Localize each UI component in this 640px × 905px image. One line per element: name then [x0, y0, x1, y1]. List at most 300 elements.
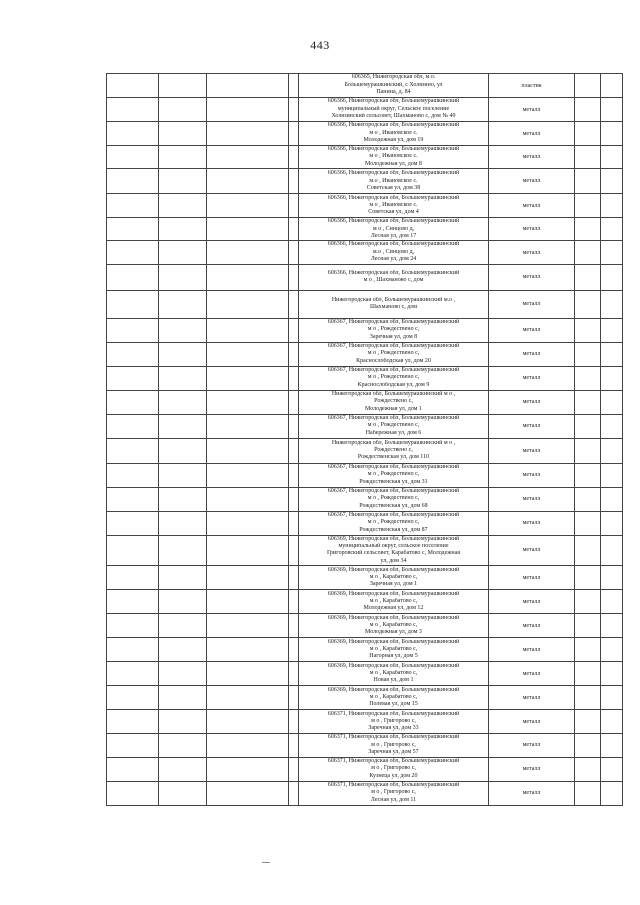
table-row	[107, 122, 623, 146]
empty-cell	[289, 566, 299, 590]
address-line: м о , Синцово д,	[372, 225, 415, 232]
address-line: 606366, Нижегородская обл, Большемурашкинский	[327, 241, 460, 248]
empty-cell	[575, 487, 601, 511]
table-row	[107, 686, 623, 710]
address-cell	[299, 511, 489, 535]
address-cell	[299, 535, 489, 566]
address-line: Молодежная ул, дом 19	[363, 137, 424, 144]
empty-cell	[207, 218, 289, 241]
address-cell	[299, 194, 489, 218]
empty-cell	[289, 74, 299, 98]
empty-cell	[107, 463, 159, 487]
empty-cell	[601, 264, 623, 290]
material-cell: металл	[489, 241, 575, 264]
empty-cell	[601, 614, 623, 638]
material-cell: металл	[489, 318, 575, 342]
address-line: Заречная ул, дом 8	[369, 333, 418, 340]
address-line: 606367, Нижегородская обл, Большемурашкинский	[327, 464, 460, 471]
address-line: м о , Григорово с,	[371, 789, 416, 796]
table-row	[107, 463, 623, 487]
empty-cell	[289, 781, 299, 805]
empty-cell	[159, 169, 207, 194]
address-line: 606367, Нижегородская обл, Большемурашкинский	[327, 488, 460, 495]
material-cell: металл	[489, 463, 575, 487]
empty-cell	[289, 390, 299, 414]
table-row	[107, 194, 623, 218]
material-cell: металл	[489, 342, 575, 366]
address-line: Большемурашкинский, с Холязино, ул	[344, 81, 443, 88]
empty-cell	[289, 511, 299, 535]
empty-cell	[289, 734, 299, 757]
table-row	[107, 318, 623, 342]
empty-cell	[207, 122, 289, 146]
material-cell: металл	[489, 662, 575, 686]
table-row	[107, 614, 623, 638]
address-cell	[299, 241, 489, 264]
address-line: муниципальный округ, Сельское поселение	[337, 105, 450, 112]
empty-cell	[289, 757, 299, 781]
empty-cell	[207, 662, 289, 686]
material-cell: металл	[489, 566, 575, 590]
empty-cell	[107, 390, 159, 414]
empty-cell	[601, 318, 623, 342]
empty-cell	[601, 218, 623, 241]
empty-cell	[207, 74, 289, 98]
empty-cell	[107, 566, 159, 590]
empty-cell	[601, 710, 623, 734]
empty-cell	[601, 169, 623, 194]
empty-cell	[107, 74, 159, 98]
empty-cell	[575, 318, 601, 342]
address-line: 606366, Нижегородская обл, Большемурашкинский	[327, 170, 460, 177]
address-line: 606367, Нижегородская обл, Большемурашкинский	[327, 319, 460, 326]
address-line: Советская ул, дом 38	[366, 184, 421, 191]
empty-cell	[207, 366, 289, 390]
address-line: м.о , Ивановское с.	[369, 177, 418, 184]
address-line: Лесная ул, дом 17	[370, 233, 417, 240]
empty-cell	[601, 414, 623, 438]
material-cell: металл	[489, 614, 575, 638]
table-row	[107, 566, 623, 590]
address-cell	[299, 614, 489, 638]
empty-cell	[575, 169, 601, 194]
material-cell: металл	[489, 290, 575, 318]
footer-mark	[262, 862, 270, 863]
address-line: Шахманово с, дом	[369, 304, 418, 311]
address-line: 606369, Нижегородская обл, Большемурашкинский	[327, 535, 460, 542]
empty-cell	[159, 342, 207, 366]
empty-cell	[207, 264, 289, 290]
address-line: 606371, Нижегородская обл, Большемурашкинский	[327, 781, 460, 788]
address-line: 606371, Нижегородская обл, Большемурашкинский	[327, 734, 460, 741]
material-cell: металл	[489, 590, 575, 614]
empty-cell	[289, 638, 299, 662]
table-row	[107, 781, 623, 805]
empty-cell	[107, 487, 159, 511]
table-row	[107, 511, 623, 535]
address-line: Молодежная ул, дом 3	[365, 629, 422, 636]
empty-cell	[575, 438, 601, 463]
table-row	[107, 264, 623, 290]
empty-cell	[601, 686, 623, 710]
empty-cell	[107, 241, 159, 264]
empty-cell	[207, 194, 289, 218]
empty-cell	[159, 734, 207, 757]
material-cell: металл	[489, 414, 575, 438]
empty-cell	[159, 290, 207, 318]
empty-cell	[289, 122, 299, 146]
material-cell: металл	[489, 686, 575, 710]
table-row	[107, 74, 623, 98]
empty-cell	[289, 438, 299, 463]
table-row	[107, 342, 623, 366]
address-cell	[299, 366, 489, 390]
empty-cell	[159, 194, 207, 218]
address-line: м о , Карабатово с,	[369, 694, 418, 701]
address-cell	[299, 710, 489, 734]
empty-cell	[159, 366, 207, 390]
address-line: м о , Ивановское с.	[369, 153, 418, 160]
address-line: м.о , Синцово д,	[372, 248, 415, 255]
address-cell	[299, 318, 489, 342]
empty-cell	[289, 290, 299, 318]
empty-cell	[207, 438, 289, 463]
table-row	[107, 487, 623, 511]
empty-cell	[289, 686, 299, 710]
empty-cell	[601, 487, 623, 511]
empty-cell	[159, 781, 207, 805]
material-cell: металл	[489, 122, 575, 146]
empty-cell	[289, 590, 299, 614]
address-line: Полевая ул, дом 15	[369, 701, 418, 708]
empty-cell	[289, 194, 299, 218]
address-cell	[299, 290, 489, 318]
empty-cell	[289, 414, 299, 438]
empty-cell	[159, 146, 207, 169]
empty-cell	[159, 98, 207, 122]
empty-cell	[575, 194, 601, 218]
material-cell: металл	[489, 194, 575, 218]
empty-cell	[601, 146, 623, 169]
table-row	[107, 241, 623, 264]
address-line: 606371, Нижегородская обл, Большемурашкинский	[327, 710, 460, 717]
empty-cell	[207, 734, 289, 757]
address-line: 606365, Нижегородская обл, м.о.	[351, 74, 436, 81]
address-cell	[299, 218, 489, 241]
address-cell	[299, 342, 489, 366]
empty-cell	[107, 535, 159, 566]
empty-cell	[289, 241, 299, 264]
table-row	[107, 757, 623, 781]
address-line: 606366, Нижегородская обл, Большемурашкинский	[327, 194, 460, 201]
empty-cell	[207, 290, 289, 318]
empty-cell	[289, 264, 299, 290]
empty-cell	[107, 638, 159, 662]
address-line: 606369, Нижегородская обл, Большемурашкинский	[327, 662, 460, 669]
empty-cell	[601, 662, 623, 686]
empty-cell	[575, 686, 601, 710]
material-cell: металл	[489, 169, 575, 194]
address-line: Молодежная ул, дом 1	[365, 405, 422, 412]
address-cell	[299, 757, 489, 781]
empty-cell	[159, 590, 207, 614]
material-cell: металл	[489, 487, 575, 511]
empty-cell	[107, 734, 159, 757]
empty-cell	[575, 710, 601, 734]
address-cell	[299, 566, 489, 590]
empty-cell	[107, 662, 159, 686]
empty-cell	[575, 98, 601, 122]
empty-cell	[107, 710, 159, 734]
address-line: Лесная ул, дом 24	[370, 256, 417, 263]
empty-cell	[107, 318, 159, 342]
empty-cell	[159, 264, 207, 290]
empty-cell	[207, 487, 289, 511]
empty-cell	[159, 614, 207, 638]
address-cell	[299, 781, 489, 805]
address-line: Рождественская ул, дом 68	[359, 502, 428, 509]
empty-cell	[289, 342, 299, 366]
empty-cell	[575, 757, 601, 781]
address-line: м о , Григорово с,	[371, 765, 416, 772]
empty-cell	[207, 686, 289, 710]
address-line: 606369, Нижегородская обл, Большемурашкинский	[327, 590, 460, 597]
empty-cell	[575, 781, 601, 805]
address-line: 606371, Нижегородская обл, Большемурашкинский	[327, 757, 460, 764]
empty-cell	[575, 566, 601, 590]
address-line: м о , Рождествено с,	[367, 350, 420, 357]
empty-cell	[601, 757, 623, 781]
table-row	[107, 710, 623, 734]
table-row	[107, 290, 623, 318]
address-line: 606367, Нижегородская обл, Большемурашкинский	[327, 367, 460, 374]
address-line: м о , Карабатово с,	[369, 646, 418, 653]
empty-cell	[207, 566, 289, 590]
registry-table	[106, 73, 623, 806]
empty-cell	[107, 342, 159, 366]
empty-cell	[159, 566, 207, 590]
empty-cell	[289, 535, 299, 566]
empty-cell	[575, 390, 601, 414]
page-number: 443	[310, 38, 330, 52]
empty-cell	[601, 342, 623, 366]
empty-cell	[575, 662, 601, 686]
empty-cell	[159, 638, 207, 662]
empty-cell	[289, 487, 299, 511]
address-line: 606369, Нижегородская обл, Большемурашкинский	[327, 566, 460, 573]
address-line: Советская ул, дом 4	[368, 209, 419, 216]
material-cell: металл	[489, 710, 575, 734]
address-line: м о , Шахманово с, дом	[363, 277, 424, 284]
address-line: Рождествено с,	[374, 398, 413, 405]
address-line: Заречная ул, дом 33	[368, 725, 419, 732]
address-line: Рождественская ул, дом 31	[359, 478, 428, 485]
material-cell: металл	[489, 511, 575, 535]
empty-cell	[289, 146, 299, 169]
address-cell	[299, 414, 489, 438]
empty-cell	[207, 710, 289, 734]
empty-cell	[601, 463, 623, 487]
empty-cell	[107, 169, 159, 194]
address-line: м о , Рождествено с,	[367, 495, 420, 502]
empty-cell	[289, 318, 299, 342]
address-line: м о , Ивановское с.	[369, 129, 418, 136]
address-line: Лесная ул, дом 11	[370, 796, 417, 803]
empty-cell	[575, 463, 601, 487]
address-line: м о , Ивановское с.	[369, 202, 418, 209]
empty-cell	[601, 98, 623, 122]
table-row	[107, 638, 623, 662]
address-line: ул, дом 34	[380, 557, 407, 564]
empty-cell	[289, 710, 299, 734]
empty-cell	[207, 241, 289, 264]
address-cell	[299, 463, 489, 487]
table-row	[107, 734, 623, 757]
empty-cell	[159, 414, 207, 438]
address-cell	[299, 638, 489, 662]
address-line: Краснослободская ул, дом 20	[356, 357, 431, 364]
address-line: Новая ул, дом 1	[373, 677, 414, 684]
address-line: м о , Григорово с,	[371, 718, 416, 725]
address-line: Холязинский сельсовет, Шахманово с, дом № 49	[331, 113, 456, 120]
empty-cell	[159, 241, 207, 264]
empty-cell	[107, 194, 159, 218]
address-cell	[299, 390, 489, 414]
empty-cell	[601, 390, 623, 414]
material-cell: металл	[489, 98, 575, 122]
empty-cell	[159, 438, 207, 463]
address-line: Молодежная ул, дом 12	[363, 605, 424, 612]
address-line: 606369, Нижегородская обл, Большемурашкинский	[327, 686, 460, 693]
empty-cell	[207, 590, 289, 614]
empty-cell	[107, 438, 159, 463]
address-line: м о , Карабатово с,	[369, 670, 418, 677]
address-line: Рождественская ул, дом 110	[357, 454, 430, 461]
empty-cell	[575, 74, 601, 98]
address-line: Рождественская ул, дом 87	[359, 526, 428, 533]
address-line: 606369, Нижегородская обл, Большемурашкинский	[327, 638, 460, 645]
empty-cell	[207, 414, 289, 438]
address-line: Рождествено с,	[374, 446, 413, 453]
empty-cell	[601, 734, 623, 757]
empty-cell	[575, 366, 601, 390]
material-cell: металл	[489, 146, 575, 169]
empty-cell	[601, 194, 623, 218]
material-cell: металл	[489, 438, 575, 463]
address-line: м о , Григорово с,	[371, 741, 416, 748]
empty-cell	[601, 535, 623, 566]
empty-cell	[207, 463, 289, 487]
empty-cell	[159, 74, 207, 98]
empty-cell	[601, 590, 623, 614]
address-cell	[299, 122, 489, 146]
address-line: Молодежная ул, дом 8	[365, 160, 422, 167]
table-row	[107, 590, 623, 614]
table-row	[107, 535, 623, 566]
empty-cell	[107, 781, 159, 805]
address-cell	[299, 438, 489, 463]
empty-cell	[159, 686, 207, 710]
material-cell: пластик	[489, 74, 575, 98]
address-line: Заречная ул, дом 57	[368, 749, 419, 756]
empty-cell	[575, 414, 601, 438]
empty-cell	[289, 218, 299, 241]
empty-cell	[207, 98, 289, 122]
empty-cell	[107, 757, 159, 781]
empty-cell	[575, 511, 601, 535]
empty-cell	[289, 662, 299, 686]
empty-cell	[107, 122, 159, 146]
address-line: м о , Рождествено с,	[367, 326, 420, 333]
address-line: 606366, Нижегородская обл, Большемурашкинский	[327, 98, 460, 105]
empty-cell	[289, 366, 299, 390]
empty-cell	[159, 122, 207, 146]
material-cell: металл	[489, 535, 575, 566]
empty-cell	[575, 241, 601, 264]
material-cell: металл	[489, 638, 575, 662]
empty-cell	[159, 218, 207, 241]
address-line: 606366, Нижегородская обл, Большемурашкинский	[327, 218, 460, 225]
address-line: 606369, Нижегородская обл, Большемурашкинский	[327, 614, 460, 621]
material-cell: металл	[489, 218, 575, 241]
empty-cell	[159, 662, 207, 686]
empty-cell	[107, 366, 159, 390]
empty-cell	[159, 710, 207, 734]
empty-cell	[601, 566, 623, 590]
table-row	[107, 390, 623, 414]
address-line: м о , Рождествено с,	[367, 422, 420, 429]
table-row	[107, 438, 623, 463]
address-cell	[299, 74, 489, 98]
empty-cell	[107, 146, 159, 169]
address-line: Кузнеца ул, дом 20	[369, 772, 418, 779]
empty-cell	[601, 366, 623, 390]
empty-cell	[159, 318, 207, 342]
empty-cell	[601, 74, 623, 98]
empty-cell	[575, 342, 601, 366]
material-cell: металл	[489, 366, 575, 390]
empty-cell	[575, 638, 601, 662]
empty-cell	[159, 757, 207, 781]
empty-cell	[289, 98, 299, 122]
address-cell	[299, 662, 489, 686]
empty-cell	[207, 614, 289, 638]
table-row	[107, 218, 623, 241]
address-line: м о , Рождествено с,	[367, 374, 420, 381]
empty-cell	[107, 290, 159, 318]
empty-cell	[289, 463, 299, 487]
empty-cell	[575, 218, 601, 241]
empty-cell	[575, 122, 601, 146]
empty-cell	[107, 511, 159, 535]
empty-cell	[575, 264, 601, 290]
address-line: м о , Рождествено с,	[367, 471, 420, 478]
empty-cell	[601, 438, 623, 463]
address-line: м о , Карабатово с,	[369, 574, 418, 581]
empty-cell	[107, 590, 159, 614]
empty-cell	[601, 241, 623, 264]
empty-cell	[575, 614, 601, 638]
empty-cell	[575, 734, 601, 757]
empty-cell	[207, 638, 289, 662]
address-line: 606367, Нижегородская обл, Большемурашкинский	[327, 343, 460, 350]
empty-cell	[107, 264, 159, 290]
address-cell	[299, 487, 489, 511]
empty-cell	[159, 487, 207, 511]
address-line: 606366, Нижегородская обл, Большемурашкинский	[327, 122, 460, 129]
empty-cell	[601, 638, 623, 662]
address-cell	[299, 734, 489, 757]
